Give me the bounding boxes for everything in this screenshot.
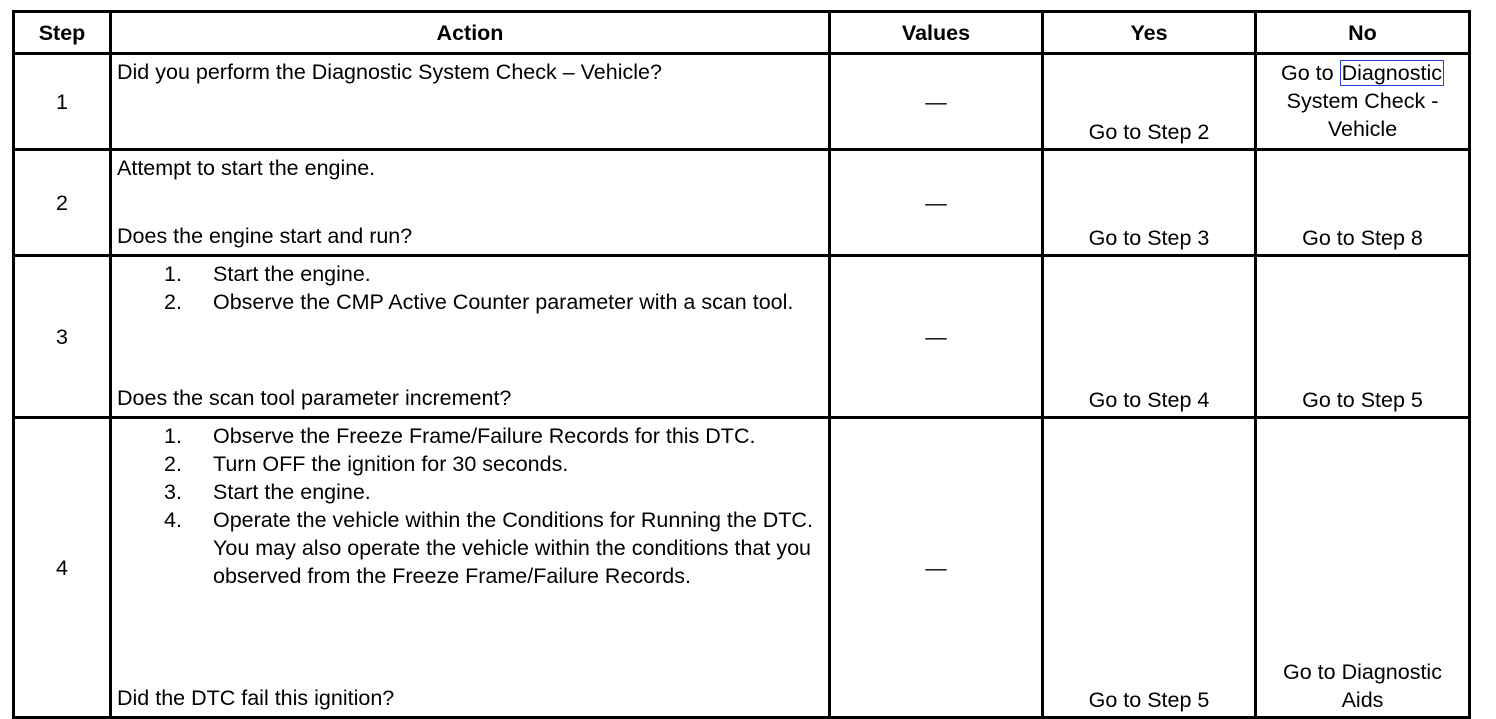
header-step: Step	[14, 12, 111, 54]
action-question: Did the DTC fail this ignition?	[117, 686, 395, 710]
step-number: 1	[14, 54, 111, 150]
list-item	[117, 288, 822, 316]
action-question: Did you perform the Diagnostic System Check – Vehicle?	[117, 60, 662, 84]
table-row	[14, 256, 1470, 418]
action-cell	[111, 150, 830, 256]
header-no: No	[1256, 12, 1470, 54]
no-link[interactable]: Go to Step 8	[1302, 226, 1423, 250]
action-content	[117, 260, 822, 414]
yes-link[interactable]: Go to Step 5	[1088, 688, 1210, 712]
table-row	[14, 418, 1470, 718]
table-row	[14, 150, 1470, 256]
list-item-text: Turn OFF the ignition for 30 seconds.	[213, 452, 569, 476]
header-action: Action	[111, 12, 830, 54]
action-steps-list	[117, 422, 822, 590]
list-item-number: 2.	[164, 452, 182, 476]
no-rest: System Check -	[1286, 89, 1439, 113]
no-cell	[1256, 54, 1470, 150]
list-item-text: Observe the Freeze Frame/Failure Records for this DTC.	[213, 424, 756, 448]
diagnostic-link[interactable]: Diagnostic	[1341, 61, 1442, 85]
no-link[interactable]: Go to Diagnostic	[1283, 660, 1442, 684]
no-link[interactable]: Go to Step 5	[1302, 388, 1423, 412]
list-item	[117, 450, 822, 478]
action-question: Does the engine start and run?	[117, 224, 413, 248]
step-number: 3	[14, 256, 111, 418]
action-cell	[111, 418, 830, 718]
list-item-number: 1.	[164, 262, 182, 286]
step-number: 2	[14, 150, 111, 256]
action-content	[117, 422, 822, 714]
yes-cell[interactable]	[1043, 256, 1256, 418]
no-prefix: Go to	[1281, 61, 1334, 85]
yes-link[interactable]: Go to Step 3	[1088, 226, 1210, 250]
no-rest2: Vehicle	[1327, 117, 1398, 141]
header-values: Values	[830, 12, 1043, 54]
list-item-number: 4.	[164, 508, 182, 532]
action-content	[117, 154, 822, 252]
values-cell: —	[830, 256, 1043, 418]
table-row	[14, 54, 1470, 150]
yes-cell[interactable]	[1043, 150, 1256, 256]
yes-link[interactable]: Go to Step 4	[1088, 388, 1210, 412]
list-item-text: Start the engine.	[213, 262, 371, 286]
table-header-row	[14, 12, 1470, 54]
no-link-line2[interactable]: Aids	[1341, 688, 1384, 712]
no-cell[interactable]	[1256, 418, 1470, 718]
no-cell[interactable]	[1256, 150, 1470, 256]
action-intro: Attempt to start the engine.	[117, 156, 376, 180]
list-item-number: 2.	[164, 290, 182, 314]
action-question: Does the scan tool parameter increment?	[117, 386, 512, 410]
list-item-text: Start the engine.	[213, 480, 371, 504]
step-number: 4	[14, 418, 111, 718]
no-cell[interactable]	[1256, 256, 1470, 418]
yes-link[interactable]: Go to Step 2	[1088, 120, 1210, 144]
yes-cell[interactable]	[1043, 418, 1256, 718]
list-item	[117, 260, 822, 288]
list-item-text: Observe the CMP Active Counter parameter with a scan tool.	[213, 290, 794, 314]
list-item-text: Operate the vehicle within the Conditions for Running the DTC. You may also operate the vehicle within the conditions that you observed from the Freeze Frame/Failure Records.	[213, 508, 813, 588]
values-cell: —	[830, 150, 1043, 256]
yes-cell[interactable]	[1043, 54, 1256, 150]
list-item-number: 3.	[164, 480, 182, 504]
values-cell: —	[830, 54, 1043, 150]
action-cell	[111, 256, 830, 418]
list-item-number: 1.	[164, 424, 182, 448]
list-item	[117, 478, 822, 506]
action-steps-list	[117, 260, 822, 316]
diagnostic-table	[12, 10, 1471, 719]
action-cell	[111, 54, 830, 150]
header-yes: Yes	[1043, 12, 1256, 54]
list-item	[117, 422, 822, 450]
values-cell: —	[830, 418, 1043, 718]
list-item	[117, 506, 822, 590]
